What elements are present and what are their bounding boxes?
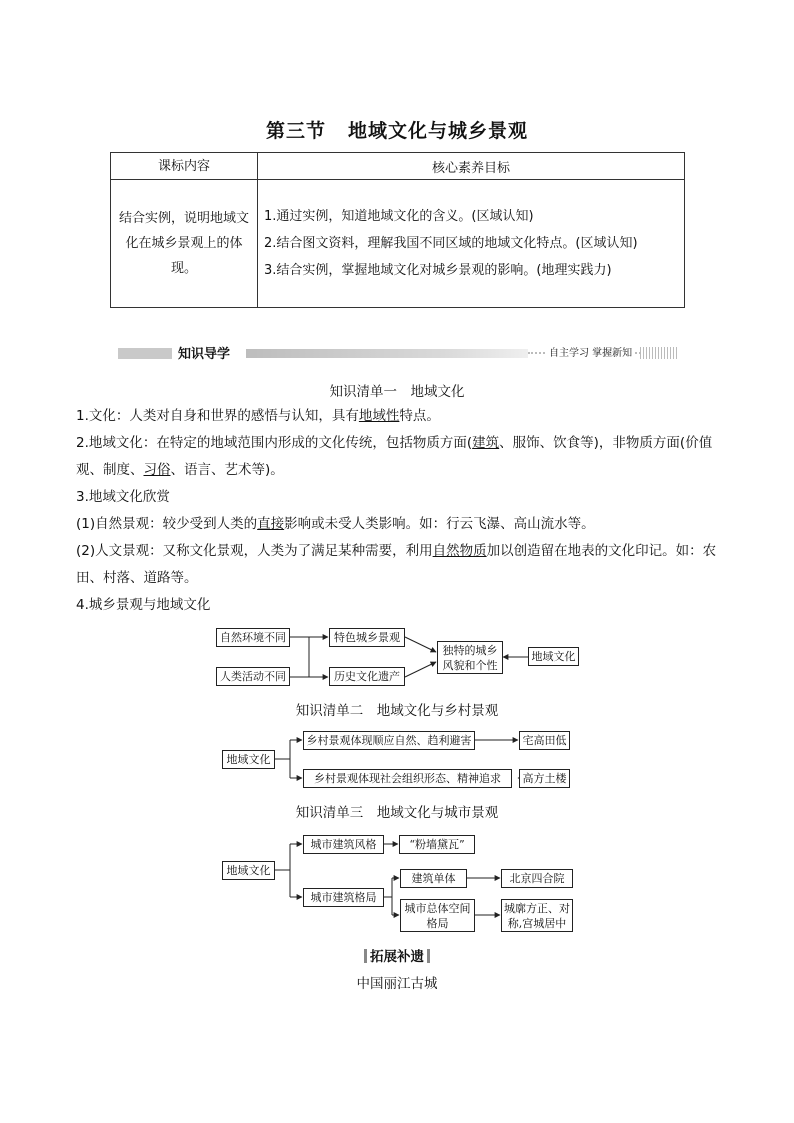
banner-left-bar: [118, 348, 172, 359]
goal-item: 1.通过实例，知道地域文化的含义。(区域认知): [264, 209, 534, 224]
heading-bar: [427, 949, 430, 963]
node-tulou: 高方土楼: [519, 769, 570, 788]
paragraph-appreciation: 3.地域文化欣赏: [76, 489, 170, 505]
curriculum-table: [110, 152, 685, 308]
banner-gradient-bar: [246, 349, 528, 358]
paragraph-urban-rural: 4.城乡景观与地域文化: [76, 597, 211, 613]
goal-item: 2.结合图文资料，理解我国不同区域的地域文化特点。(区域认知): [264, 236, 638, 251]
node-rural-nature: 乡村景观体现顺应自然、趋利避害: [303, 731, 475, 750]
node-regional-culture: 地域文化: [222, 750, 275, 769]
paragraph-natural-landscape: (1)自然景观：较少受到人类的直接影响或未受人类影响。如：行云飞瀑、高山流水等。: [76, 516, 595, 532]
paragraph-cultural-landscape: (2)人文景观：又称文化景观，人类为了满足某种需要，利用自然物质加以创造留在地表的文化印记。如：农田、村落、道路等。: [76, 543, 717, 586]
node-high-houses: 宅高田低: [519, 731, 570, 750]
goal-item: 3.结合实例，掌握地域文化对城乡景观的影响。(地理实践力): [264, 263, 612, 278]
node-regional-culture: 地域文化: [528, 647, 579, 666]
node-regional-culture: 地域文化: [222, 861, 275, 880]
extension-subtitle: 中国丽江古城: [356, 976, 438, 992]
node-human-activity: 人类活动不同: [216, 667, 290, 686]
node-spatial-layout: 城市总体空间格局: [400, 899, 475, 932]
node-square-city: 城廓方正、对称,宫城居中: [501, 899, 573, 932]
banner-stripes: [640, 347, 678, 359]
node-single-building: 建筑单体: [400, 869, 467, 888]
node-white-walls: “粉墙黛瓦”: [399, 835, 475, 854]
node-building-layout: 城市建筑格局: [303, 888, 384, 907]
standard-content: 结合实例，说明地域文化在城乡景观上的体现。: [111, 180, 258, 308]
list2-title: 知识清单二 地域文化与乡村景观: [295, 703, 499, 719]
paragraph-regional-culture: 2.地域文化：在特定的地域范围内形成的文化传统，包括物质方面(建筑、服饰、饮食等)，非物质方面(价值观、制度、习俗、语言、艺术等)。: [76, 435, 713, 478]
node-heritage: 历史文化遗产: [329, 667, 405, 686]
list1-title: 知识清单一 地域文化: [329, 384, 465, 400]
node-building-style: 城市建筑风格: [303, 835, 384, 854]
node-rural-society: 乡村景观体现社会组织形态、精神追求: [303, 769, 512, 788]
node-siheyuan: 北京四合院: [501, 869, 573, 888]
banner-label: 知识导学: [178, 343, 234, 362]
list3-title: 知识清单三 地域文化与城市景观: [295, 805, 499, 821]
table-header-standard: 课标内容: [111, 153, 258, 180]
goals-cell: [258, 180, 685, 308]
node-featured-landscape: 特色城乡景观: [329, 628, 405, 647]
node-unique-style: 独特的城乡风貌和个性: [437, 641, 503, 674]
node-natural-environment: 自然环境不同: [216, 628, 290, 647]
heading-bar: [364, 949, 367, 963]
section-banner: [118, 346, 678, 360]
page-title: 第三节 地域文化与城乡景观: [265, 120, 529, 142]
paragraph-culture: 1.文化：人类对自身和世界的感悟与认知，具有地域性特点。: [76, 408, 440, 424]
extension-heading: 拓展补遗: [0, 945, 794, 965]
table-header-goals: 核心素养目标: [258, 153, 685, 180]
banner-subtitle: 自主学习 掌握新知: [546, 344, 635, 359]
